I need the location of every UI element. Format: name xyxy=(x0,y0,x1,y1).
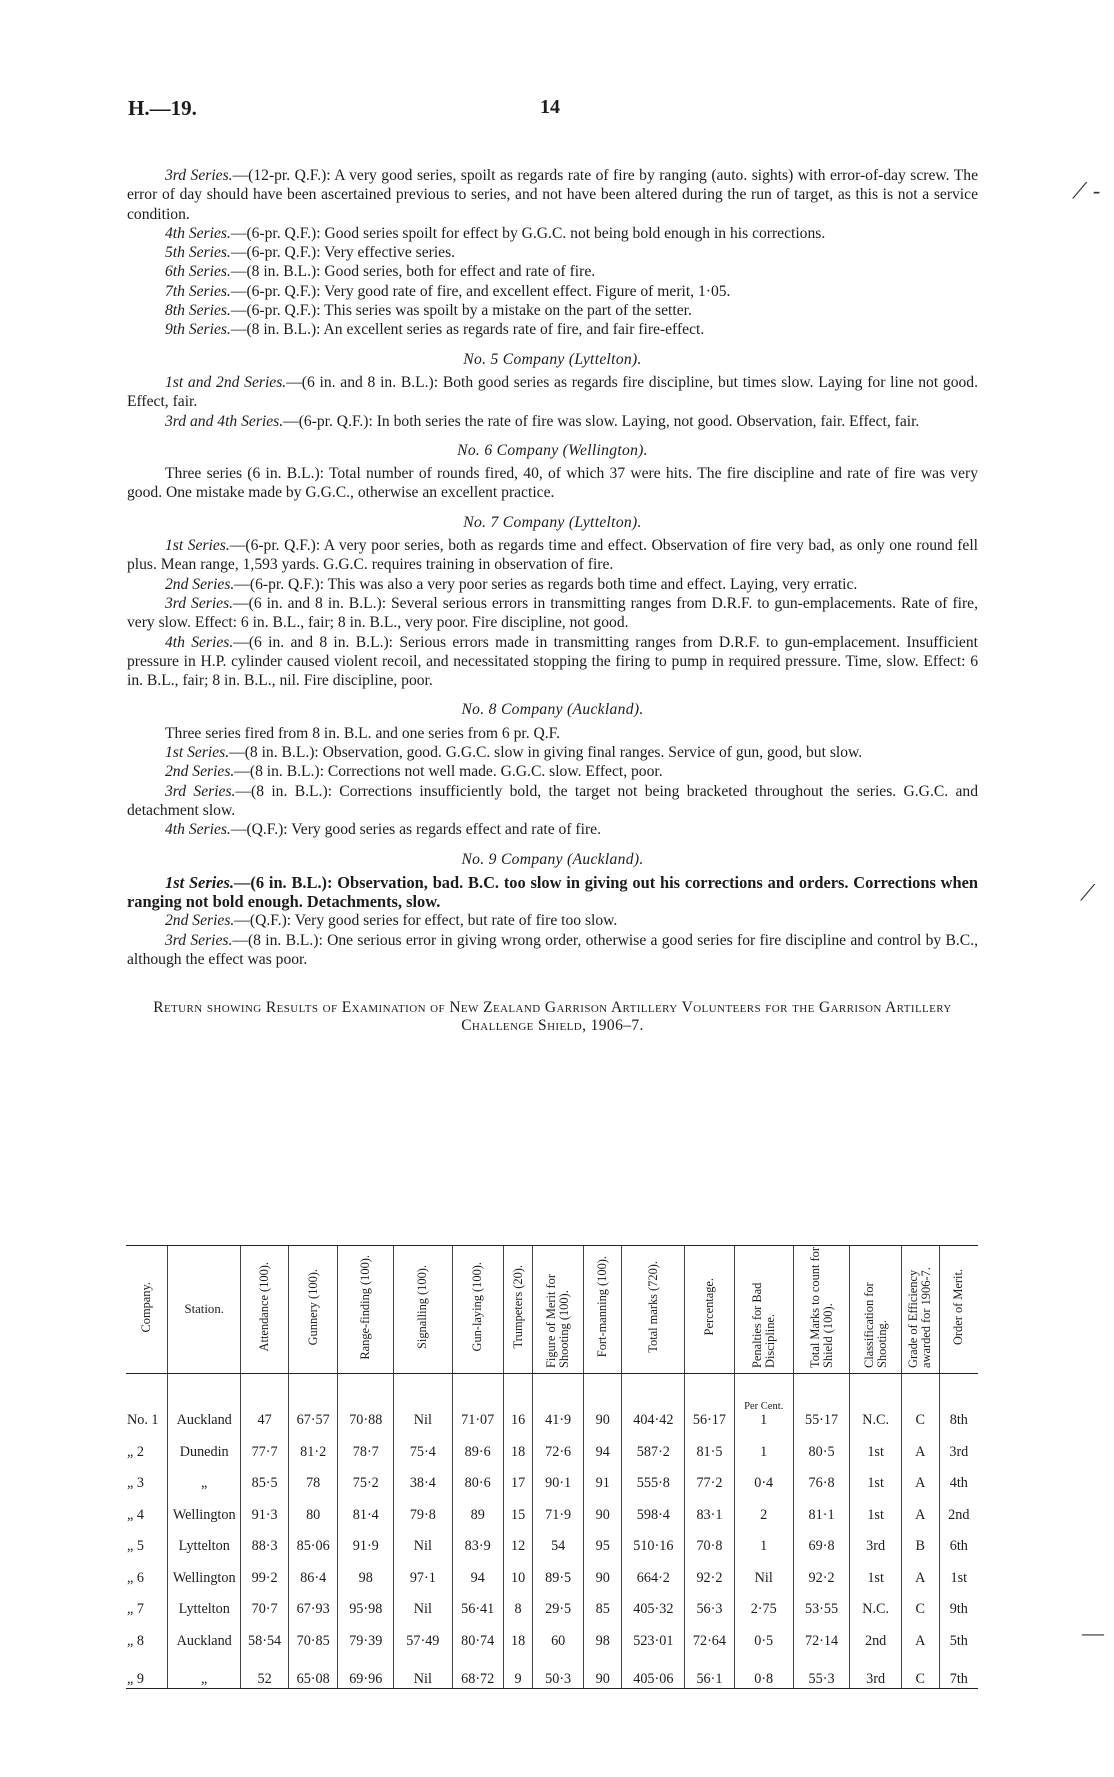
company-heading: No. 6 Company (Wellington). xyxy=(457,441,648,459)
company-heading: No. 5 Company (Lyttelton). xyxy=(463,350,642,368)
table-cell: 56·1 xyxy=(685,1650,734,1689)
document-reference: H.—19. xyxy=(128,96,197,120)
paragraph-text: —(6 in. B.L.): Observation, bad. B.C. too slow in giving out his corrections and orders. Corrections when ranging not bold enough. Detachments, slow. xyxy=(127,872,978,912)
series-paragraph xyxy=(127,911,978,930)
table-cell: 587·2 xyxy=(622,1429,685,1461)
table-row xyxy=(126,1524,978,1556)
table-cell: „ 4 xyxy=(127,1506,144,1523)
series-label: 3rd and 4th Series. xyxy=(165,412,284,430)
series-paragraph xyxy=(127,412,978,431)
table-cell: 12 xyxy=(503,1524,533,1556)
table-cell: 67·93 xyxy=(288,1587,337,1619)
series-paragraph xyxy=(127,262,978,281)
table-cell: 18 xyxy=(503,1618,533,1650)
table-cell: A xyxy=(901,1461,939,1493)
table-cell: 58·54 xyxy=(241,1618,289,1650)
table-cell: 3rd xyxy=(850,1650,902,1689)
series-paragraph xyxy=(127,536,978,575)
table-cell: 83·1 xyxy=(685,1492,734,1524)
series-label: 4th Series. xyxy=(165,224,231,242)
company-heading: No. 8 Company (Auckland). xyxy=(461,701,644,719)
table-cell: 81·5 xyxy=(685,1429,734,1461)
table-cell: 78·7 xyxy=(338,1429,394,1461)
results-table xyxy=(126,1245,978,1689)
table-cell: 77·2 xyxy=(685,1461,734,1493)
table-cell: 69·96 xyxy=(338,1650,394,1689)
column-header: Total Marks to count for Shield (100). xyxy=(793,1246,850,1374)
paragraph-text: —(6 in. and 8 in. B.L.): Serious errors made in transmitting ranges from D.R.F. to gun-emplacement. Insufficient pressure in H.P. cylinder caused violent recoil, and necessitated stopping the firing to pump in required pressure. Time, slow. Effect: 6 in. B.L., fair; 8 in. B.L., nil. Fire discipline, poor. xyxy=(127,633,978,690)
series-label: 3rd Series. xyxy=(165,594,234,612)
table-cell: 97·1 xyxy=(394,1555,452,1587)
column-header: Classification for Shooting. xyxy=(850,1246,902,1374)
table-cell: Wellington xyxy=(168,1492,241,1524)
paragraph-text: —(8 in. B.L.): One serious error in giving wrong order, otherwise a good series for fire discipline and control by B.C., although the effect was poor. xyxy=(127,931,978,968)
table-cell: 9th xyxy=(939,1587,978,1619)
table-cell: No. 1 xyxy=(127,1412,159,1428)
table-cell: 57·49 xyxy=(394,1618,452,1650)
table-cell: 2·75 xyxy=(734,1587,793,1619)
paragraph-text: —(6-pr. Q.F.): Good series spoilt for effect by G.G.C. not being bold enough in his corrections. xyxy=(230,224,826,242)
series-paragraph xyxy=(127,243,978,262)
table-cell: Dunedin xyxy=(168,1429,241,1461)
paragraph-text: —(8 in. B.L.): An excellent series as regards rate of fire, and fair fire-effect. xyxy=(230,321,705,339)
paragraph-text: —(6-pr. Q.F.): Very good rate of fire, and excellent effect. Figure of merit, 1·05. xyxy=(230,282,731,300)
table-cell: A xyxy=(901,1429,939,1461)
paragraph-text: —(8 in. B.L.): Observation, good. G.G.C. slow in giving final ranges. Service of gun, good, but slow. xyxy=(229,744,863,762)
paragraph-text: —(8 in. B.L.): Corrections not well made. G.G.C. slow. Effect, poor. xyxy=(234,763,663,781)
series-paragraph xyxy=(127,873,978,912)
table-cell: Nil xyxy=(394,1650,452,1689)
table-cell: 54 xyxy=(533,1524,584,1556)
page-number: 14 xyxy=(540,96,560,118)
table-cell: 0·5 xyxy=(734,1618,793,1650)
table-cell: 53·55 xyxy=(793,1587,850,1619)
table-cell: 70·88 xyxy=(338,1374,394,1430)
table-cell: 99·2 xyxy=(241,1555,289,1587)
table-cell: 92·2 xyxy=(685,1555,734,1587)
table-cell: 405·32 xyxy=(622,1587,685,1619)
series-label: 4th Series. xyxy=(165,821,231,839)
table-cell: 95·98 xyxy=(338,1587,394,1619)
table-cell: 94 xyxy=(452,1555,503,1587)
table-row xyxy=(126,1374,978,1430)
table-cell: 56·3 xyxy=(685,1587,734,1619)
paragraph-text: —(6-pr. Q.F.): This was also a very poor series as regards both time and effect. Laying, very erratic. xyxy=(234,575,858,593)
paragraph-text: —(6-pr. Q.F.): Very effective series. xyxy=(230,244,456,262)
table-cell: 80 xyxy=(288,1492,337,1524)
column-header: Station. xyxy=(168,1246,241,1374)
column-header: Trumpeters (20). xyxy=(503,1246,533,1374)
table-cell: 67·57 xyxy=(288,1374,337,1430)
table-cell: 90 xyxy=(583,1555,622,1587)
table-cell: Nil xyxy=(394,1524,452,1556)
column-header: Fort-manning (100). xyxy=(583,1246,622,1374)
series-label: 3rd Series. xyxy=(165,782,236,800)
table-cell: 8 xyxy=(503,1587,533,1619)
company-heading: No. 7 Company (Lyttelton). xyxy=(463,513,642,531)
column-header: Attendance (100). xyxy=(241,1246,289,1374)
table-cell: N.C. xyxy=(850,1587,902,1619)
table-cell: 56·41 xyxy=(452,1587,503,1619)
series-label: 1st and 2nd Series. xyxy=(165,373,287,391)
table-cell: C xyxy=(901,1587,939,1619)
table-cell: 8th xyxy=(939,1374,978,1430)
table-cell: „ 2 xyxy=(127,1443,144,1460)
table-cell: 76·8 xyxy=(793,1461,850,1493)
table-cell: 41·9 xyxy=(533,1374,584,1430)
table-cell: 3rd xyxy=(939,1429,978,1461)
table-cell: 72·64 xyxy=(685,1618,734,1650)
table-cell: 91·3 xyxy=(241,1492,289,1524)
table-cell: 77·7 xyxy=(241,1429,289,1461)
table-row xyxy=(126,1650,978,1689)
table-cell: 68·72 xyxy=(452,1650,503,1689)
table-cell: 404·42 xyxy=(622,1374,685,1430)
table-cell: 60 xyxy=(533,1618,584,1650)
table-cell: „ 6 xyxy=(127,1569,144,1586)
body-paragraph xyxy=(127,724,978,743)
margin-mark: — xyxy=(1082,1620,1104,1645)
table-cell: 1st xyxy=(850,1461,902,1493)
table-cell: 0·4 xyxy=(734,1461,793,1493)
table-cell: 72·6 xyxy=(533,1429,584,1461)
series-paragraph xyxy=(127,594,978,633)
table-cell: A xyxy=(901,1492,939,1524)
series-label: 4th Series. xyxy=(165,633,234,651)
series-label: 3rd Series. xyxy=(165,931,233,949)
table-cell: 4th xyxy=(939,1461,978,1493)
table-cell: „ xyxy=(168,1650,241,1689)
table-cell: 2nd xyxy=(939,1492,978,1524)
table-cell: 90 xyxy=(583,1492,622,1524)
table-cell: 38·4 xyxy=(394,1461,452,1493)
table-row xyxy=(126,1429,978,1461)
series-paragraph xyxy=(127,820,978,839)
table-cell: „ 3 xyxy=(127,1475,144,1491)
column-header: Range-finding (100). xyxy=(338,1246,394,1374)
table-cell: 9 xyxy=(503,1650,533,1689)
table-cell: 94 xyxy=(583,1429,622,1461)
series-paragraph xyxy=(127,633,978,691)
table-cell: 598·4 xyxy=(622,1492,685,1524)
table-cell: 17 xyxy=(503,1461,533,1493)
table-cell: Auckland xyxy=(168,1618,241,1650)
margin-mark: ⟋ xyxy=(1080,880,1096,905)
table-cell: 6th xyxy=(939,1524,978,1556)
table-cell: 1st xyxy=(850,1429,902,1461)
table-cell: 7th xyxy=(939,1650,978,1689)
paragraph-text: —(6 in. and 8 in. B.L.): Both good series as regards fire discipline, but times slow. Laying for line not good. Effect, fair. xyxy=(127,373,978,411)
table-cell: 29·5 xyxy=(533,1587,584,1619)
paragraph-text: —(12-pr. Q.F.): A very good series, spoilt as regards rate of fire by ranging (auto. sights) with error-of-day screw. The error of day should have been ascertained previous to series, and not have been altered during the run of target, as this is not a service condition. xyxy=(127,167,978,223)
body-paragraph xyxy=(127,464,978,503)
table-cell: 70·85 xyxy=(288,1618,337,1650)
table-cell: 98 xyxy=(338,1555,394,1587)
series-paragraph xyxy=(127,320,978,339)
table-cell: 98 xyxy=(583,1618,622,1650)
series-paragraph xyxy=(127,301,978,320)
table-cell: 80·5 xyxy=(793,1429,850,1461)
table-cell: 89 xyxy=(452,1492,503,1524)
table-cell: 71·9 xyxy=(533,1492,584,1524)
series-label: 3rd Series. xyxy=(165,167,233,184)
table-cell: 55·17 xyxy=(793,1374,850,1430)
paragraph-text: —(8 in. B.L.): Corrections insufficiently bold, the target not being bracketed throughout the series. G.G.C. and detachment slow. xyxy=(127,782,978,819)
table-cell: Per Cent. 1 xyxy=(734,1374,793,1430)
table-cell: 1st xyxy=(850,1492,902,1524)
table-cell: C xyxy=(901,1650,939,1689)
table-row xyxy=(126,1618,978,1650)
paragraph-text: —(6-pr. Q.F.): This series was spoilt by a mistake on the part of the setter. xyxy=(230,302,692,320)
table-cell: 72·14 xyxy=(793,1618,850,1650)
paragraph-text: —(6-pr. Q.F.): In both series the rate of fire was slow. Laying, not good. Observation, fair. Effect, fair. xyxy=(283,412,920,430)
table-cell: 81·1 xyxy=(793,1492,850,1524)
column-header: Order of Merit. xyxy=(939,1246,978,1374)
table-cell: 95 xyxy=(583,1524,622,1556)
table-cell: 89·6 xyxy=(452,1429,503,1461)
series-label: 1st Series. xyxy=(165,744,230,762)
column-header: Figure of Merit for Shooting (100). xyxy=(533,1246,584,1374)
table-cell: 88·3 xyxy=(241,1524,289,1556)
table-cell: 80·6 xyxy=(452,1461,503,1493)
series-label: 1st Series. xyxy=(165,872,235,892)
table-cell: 10 xyxy=(503,1555,533,1587)
table-cell: 18 xyxy=(503,1429,533,1461)
series-paragraph xyxy=(127,575,978,594)
table-cell: 69·8 xyxy=(793,1524,850,1556)
table-cell: 83·9 xyxy=(452,1524,503,1556)
column-header: Gun-laying (100). xyxy=(452,1246,503,1374)
series-label: 8th Series. xyxy=(165,302,231,320)
table-cell: 81·2 xyxy=(288,1429,337,1461)
series-paragraph xyxy=(127,782,978,821)
table-cell: 92·2 xyxy=(793,1555,850,1587)
table-cell: 79·39 xyxy=(338,1618,394,1650)
table-cell: Wellington xyxy=(168,1555,241,1587)
series-paragraph xyxy=(127,931,978,970)
table-cell: 55·3 xyxy=(793,1650,850,1689)
column-header: Percentage. xyxy=(685,1246,734,1374)
series-paragraph xyxy=(127,373,978,412)
table-cell: 91 xyxy=(583,1461,622,1493)
table-cell: 81·4 xyxy=(338,1492,394,1524)
table-cell: C xyxy=(901,1374,939,1430)
table-cell: 70·7 xyxy=(241,1587,289,1619)
table-cell: 50·3 xyxy=(533,1650,584,1689)
table-cell: Lyttelton xyxy=(168,1587,241,1619)
table-cell: Lyttelton xyxy=(168,1524,241,1556)
series-label: 6th Series. xyxy=(165,263,231,281)
table-cell: 16 xyxy=(503,1374,533,1430)
table-cell: 555·8 xyxy=(622,1461,685,1493)
table-cell: Nil xyxy=(734,1555,793,1587)
table-cell: 91·9 xyxy=(338,1524,394,1556)
table-cell: Auckland xyxy=(168,1374,241,1430)
table-cell: 70·8 xyxy=(685,1524,734,1556)
table-cell: N.C. xyxy=(850,1374,902,1430)
series-label: 2nd Series. xyxy=(165,912,235,930)
paragraph-text: —(Q.F.): Very good series for effect, but rate of fire too slow. xyxy=(234,912,618,930)
table-cell: 80·74 xyxy=(452,1618,503,1650)
table-cell: 56·17 xyxy=(685,1374,734,1430)
table-cell: B xyxy=(901,1524,939,1556)
table-cell: 47 xyxy=(241,1374,289,1430)
table-row xyxy=(126,1492,978,1524)
table-cell: 52 xyxy=(241,1650,289,1689)
table-cell: „ 8 xyxy=(127,1632,144,1649)
series-paragraph xyxy=(127,743,978,762)
table-cell: 3rd xyxy=(850,1524,902,1556)
report-text xyxy=(127,166,978,1035)
table-cell: „ 7 xyxy=(127,1601,144,1617)
table-cell: Nil xyxy=(394,1587,452,1619)
table-cell: 75·4 xyxy=(394,1429,452,1461)
table-cell: Nil xyxy=(394,1374,452,1430)
table-cell: 1st xyxy=(850,1555,902,1587)
table-row xyxy=(126,1461,978,1493)
series-paragraph xyxy=(127,166,978,224)
table-cell: „ 9 xyxy=(126,1650,168,1689)
table-cell: 0·8 xyxy=(734,1650,793,1689)
table-cell: 75·2 xyxy=(338,1461,394,1493)
series-label: 5th Series. xyxy=(165,244,231,262)
series-paragraph xyxy=(127,762,978,781)
paragraph-text: —(Q.F.): Very good series as regards effect and rate of fire. xyxy=(230,821,601,839)
table-cell: 5th xyxy=(939,1618,978,1650)
table-cell: 85·06 xyxy=(288,1524,337,1556)
column-header: Grade of Efficiency awarded for 1906-7. xyxy=(901,1246,939,1374)
series-label: 9th Series. xyxy=(165,321,231,339)
series-paragraph xyxy=(127,282,978,301)
table-cell: 664·2 xyxy=(622,1555,685,1587)
table-cell: 90 xyxy=(583,1374,622,1430)
company-heading: No. 9 Company (Auckland). xyxy=(461,850,644,868)
table-cell: 78 xyxy=(288,1461,337,1493)
table-cell: 1st xyxy=(939,1555,978,1587)
table-cell: 2nd xyxy=(850,1618,902,1650)
series-label: 2nd Series. xyxy=(165,575,235,593)
table-cell: 85·5 xyxy=(241,1461,289,1493)
paragraph-text: —(6-pr. Q.F.): A very poor series, both as regards time and effect. Observation of fire very bad, as only one round fell plus. Mean range, 1,593 yards. G.G.C. requires training in observation of fire. xyxy=(127,537,979,574)
table-cell: 85 xyxy=(583,1587,622,1619)
paragraph-text: Three series fired from 8 in. B.L. and one series from 6 pr. Q.F. xyxy=(165,724,560,742)
table-cell: 1 xyxy=(734,1524,793,1556)
table-cell: 15 xyxy=(503,1492,533,1524)
margin-mark: ⟋ ‑ xyxy=(1072,178,1101,203)
table-cell: 90 xyxy=(583,1650,622,1689)
column-header: Penalties for Bad Discipline. xyxy=(734,1246,793,1374)
table-cell: 65·08 xyxy=(288,1650,337,1689)
per-cent-label: Per Cent. xyxy=(744,1401,784,1412)
table-cell: 86·4 xyxy=(288,1555,337,1587)
table-cell: 89·5 xyxy=(533,1555,584,1587)
paragraph-text: —(6 in. and 8 in. B.L.): Several serious errors in transmitting ranges from D.R.F. to gun-emplacements. Rate of fire, very slow. Effect: 6 in. B.L., fair; 8 in. B.L., very poor. Fire discipline, not good. xyxy=(127,594,978,632)
table-cell: 2 xyxy=(734,1492,793,1524)
table-cell: 79·8 xyxy=(394,1492,452,1524)
table-cell: 523·01 xyxy=(622,1618,685,1650)
table-row xyxy=(126,1587,978,1619)
series-label: 7th Series. xyxy=(165,282,231,300)
table-cell: A xyxy=(901,1555,939,1587)
table-cell: „ xyxy=(168,1461,241,1493)
column-header: Signalling (100). xyxy=(394,1246,452,1374)
table-cell: 90·1 xyxy=(533,1461,584,1493)
series-paragraph xyxy=(127,224,978,243)
series-label: 2nd Series. xyxy=(165,763,235,781)
series-label: 1st Series. xyxy=(165,537,230,555)
table-cell: „ 5 xyxy=(127,1538,144,1554)
table-cell: A xyxy=(901,1618,939,1650)
table-cell: 1 xyxy=(734,1429,793,1461)
table-cell: 510·16 xyxy=(622,1524,685,1556)
paragraph-text: Three series (6 in. B.L.): Total number of rounds fired, 40, of which 37 were hits. The fire discipline and rate of fire was very good. One mistake made by G.G.C., otherwise an excellent practice. xyxy=(127,465,978,502)
column-header: Gunnery (100). xyxy=(288,1246,337,1374)
table-cell: 71·07 xyxy=(452,1374,503,1430)
table-cell: 405·06 xyxy=(622,1650,685,1689)
paragraph-text: —(8 in. B.L.): Good series, both for effect and rate of fire. xyxy=(230,263,596,281)
column-header: Company. xyxy=(126,1246,168,1374)
table-row xyxy=(126,1555,978,1587)
column-header: Total marks (720). xyxy=(622,1246,685,1374)
table-caption: Return showing Results of Examination of New Zealand Garrison Artillery Volunteers for the Garrison Artillery Challenge Shield, 1906–7. xyxy=(153,999,952,1035)
